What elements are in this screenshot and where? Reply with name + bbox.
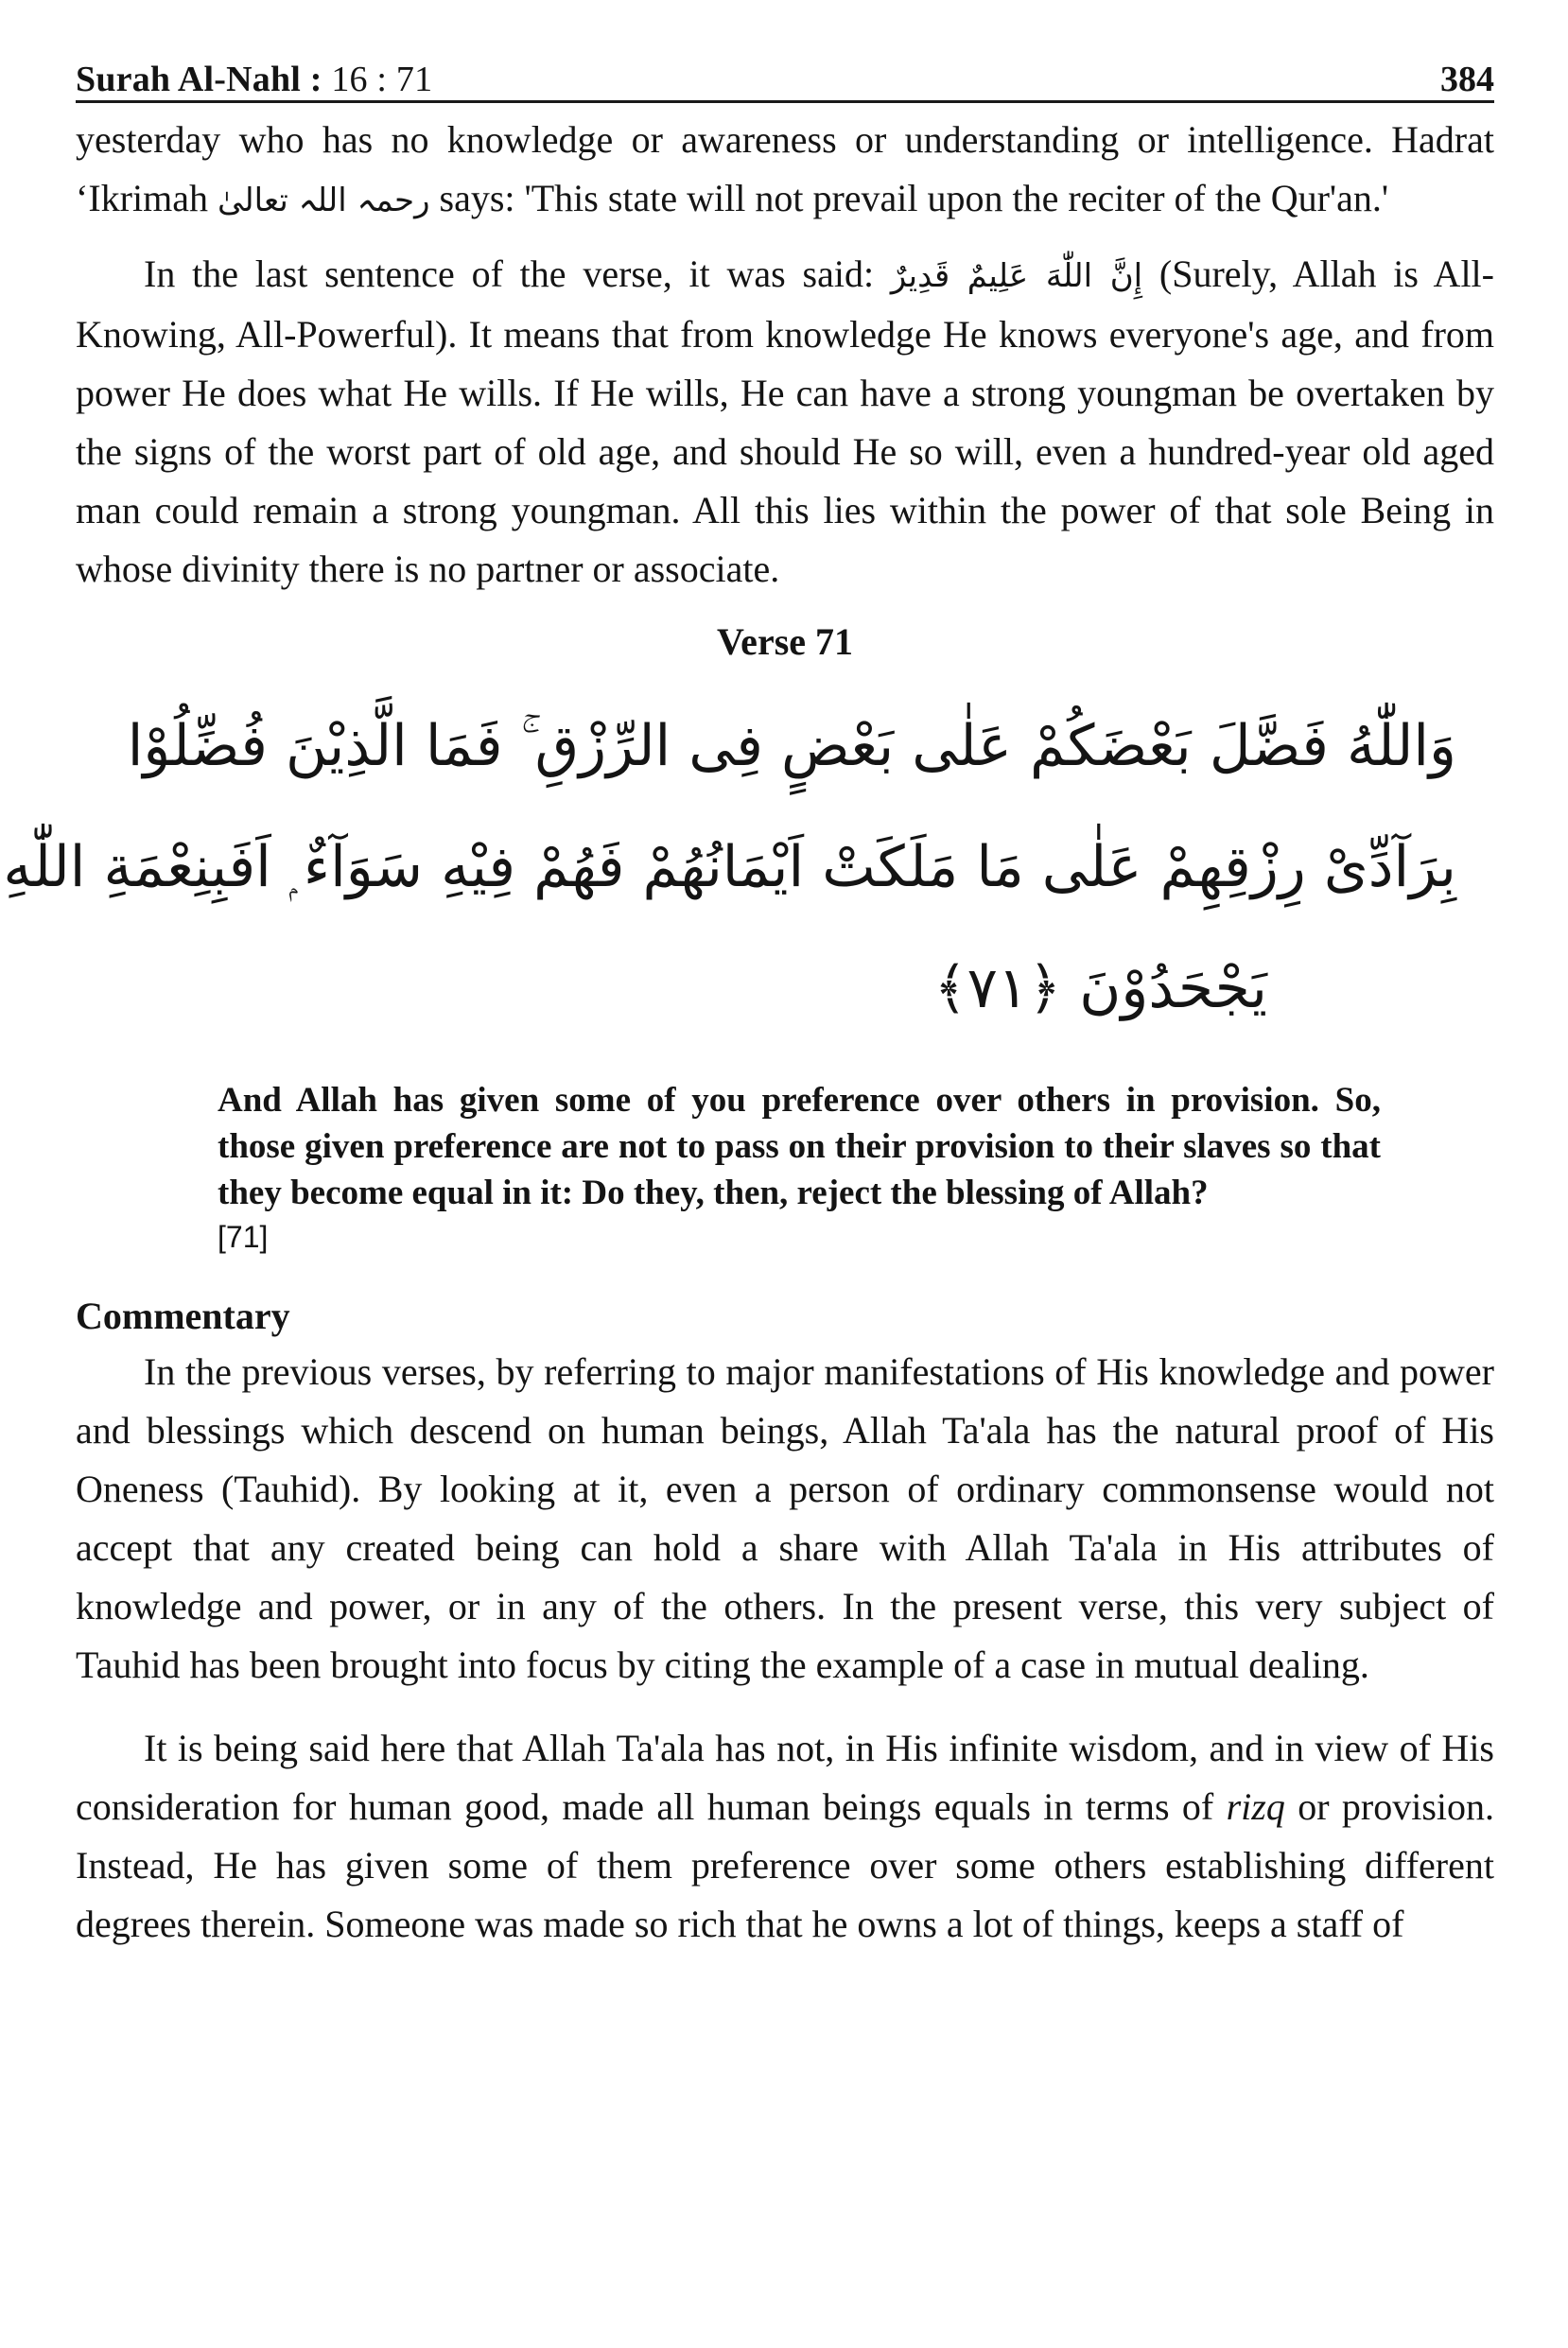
arabic-invocation: رحمہ اللہ تعالیٰ (217, 182, 430, 219)
verse-number: [71] (218, 1220, 269, 1254)
verse-heading: Verse 71 (716, 620, 854, 663)
running-header (76, 47, 1494, 103)
arabic-verse-line: يَجْحَدُوْنَ ﴿٧١﴾ (933, 955, 1267, 1021)
paragraph-text: (Surely, Allah is All-Knowing, All-Powerful). It means that from knowledge He knows everyone's age, and from power He does what He wills. If He wills, He can have a strong youngman be overtaken by the signs of the worst part of old age, and should He so will, even a hundred-year old aged man could remain a strong youngman. All this lies within the power of that sole Being in whose divinity there is no partner or associate. (76, 252, 1494, 590)
paragraph-text: says: 'This state will not prevail upon the reciter of the Qur'an.' (429, 177, 1389, 219)
continuation-paragraph (76, 111, 1494, 230)
commentary-paragraph (76, 1719, 1494, 1954)
surah-name: Surah Al-Nahl : (76, 60, 322, 99)
paragraph (76, 245, 1494, 599)
commentary-paragraph: In the previous verses, by referring to major manifestations of His knowledge and power and blessings which descend on human beings, Allah Ta'ala has the natural proof of His Oneness (Tauhid). By looking at it, even a person of ordinary commonsense would not accept that any created being can hold a share with Allah Ta'ala in His attributes of knowledge and power, or in any of the others. In the present verse, this very subject of Tauhid has been brought into focus by citing the example of a case in mutual dealing. (76, 1350, 1494, 1686)
paragraph-text: yesterday who has no knowledge or awareness or understanding or intelligence. Hadrat ‘Ikrimah (76, 118, 1494, 219)
arabic-verse (3, 686, 1494, 1049)
running-title (76, 59, 432, 100)
arabic-verse-line: وَاللّٰهُ فَضَّلَ بَعْضَكُمْ عَلٰى بَعْضٍ فِى الرِّزْقِ ۚ فَمَا الَّذِيْنَ فُضِّلُوْا (127, 713, 1456, 779)
verse-translation: And Allah has given some of you preference over others in provision. So, those given preference are not to pass on their provision to their slaves so that they become equal in it: Do they, then, reject the blessing of Allah? (218, 1081, 1381, 1212)
paragraph-text: It is being said here that Allah Ta'ala has not, in His infinite wisdom, and in view of His consideration for human good, made all human beings equals in terms of (76, 1727, 1494, 1828)
paragraph-text: or provision. Instead, He has given some of them preference over some others establishing different degrees therein. Someone was made so rich that he owns a lot of things, keeps a staff of (76, 1785, 1494, 1945)
surah-reference: 16 : 71 (322, 60, 433, 99)
page-number: 384 (1440, 60, 1494, 99)
italic-term: rizq (1226, 1785, 1285, 1828)
arabic-verse-line: بِرَآدِّىْ رِزْقِهِمْ عَلٰى مَا مَلَكَتْ اَيْمَانُهُمْ فَهُمْ فِيْهِ سَوَآءٌ ۭ اَفَبِنِعْمَةِ اللّٰهِ (3, 834, 1456, 900)
arabic-quote: إِنَّ اللّٰهَ عَلِيمٌ قَدِيرٌ (890, 257, 1143, 295)
book-page (3, 47, 1494, 1954)
commentary-heading: Commentary (76, 1295, 290, 1337)
paragraph-text: In the last sentence of the verse, it was said: (144, 252, 891, 295)
